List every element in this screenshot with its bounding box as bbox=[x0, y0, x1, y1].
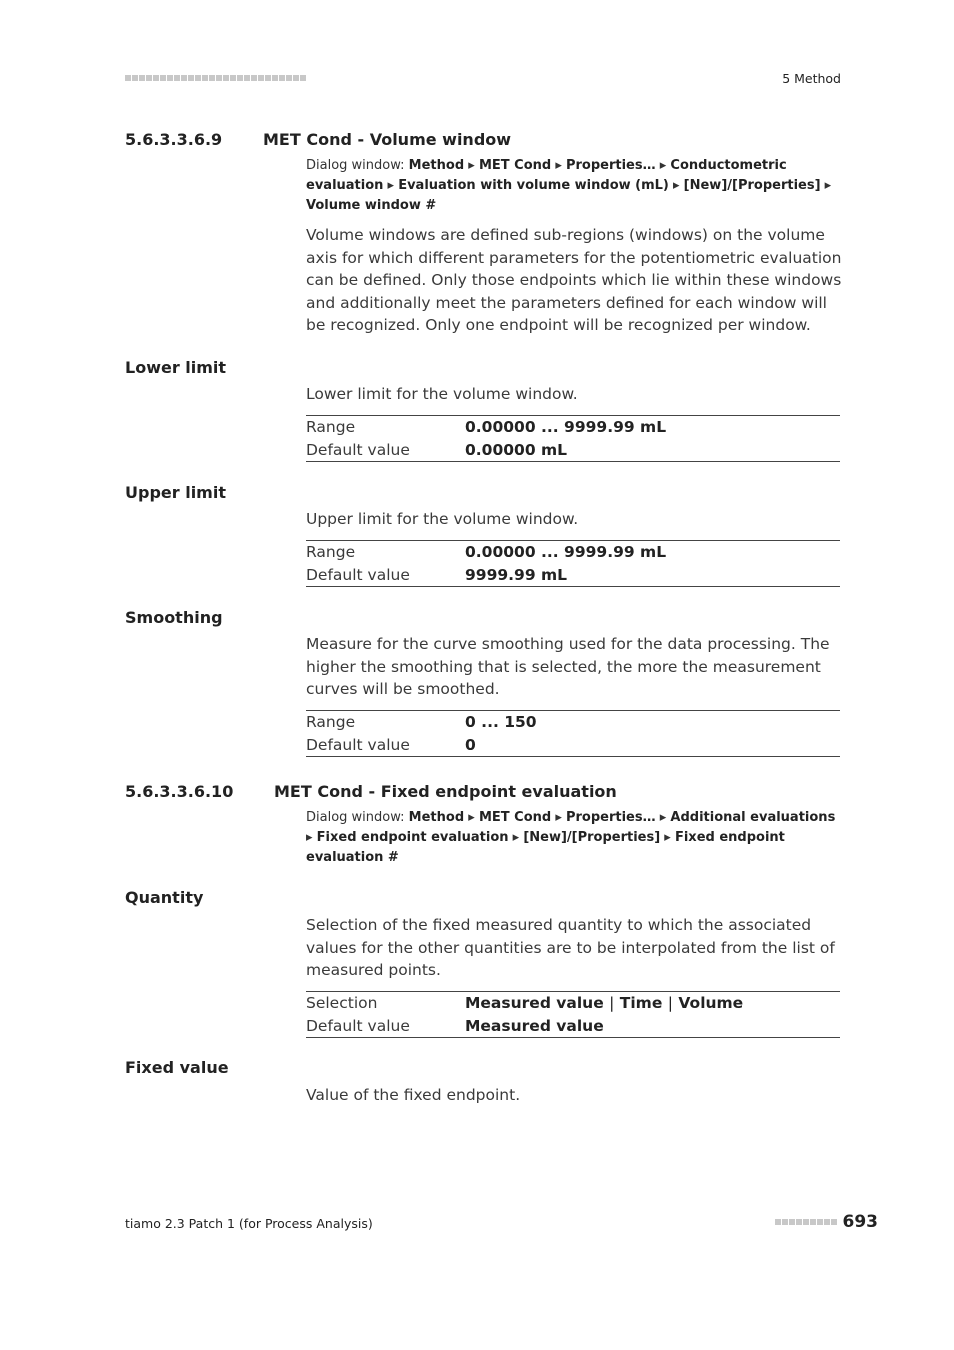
option-volume: Volume bbox=[678, 994, 744, 1013]
dialog-path-item: Method bbox=[408, 158, 465, 173]
option-measured-value: Measured value bbox=[465, 994, 604, 1013]
row-key: Range bbox=[306, 543, 356, 562]
row-value: 9999.99 mL bbox=[465, 565, 568, 584]
path-separator: ▸ bbox=[464, 810, 479, 825]
path-separator: ▸ bbox=[383, 178, 399, 193]
param-label-smoothing: Smoothing bbox=[125, 608, 223, 627]
dialog-path-item: MET Cond bbox=[478, 158, 552, 173]
dialog-path-item: Properties… bbox=[565, 810, 656, 825]
path-separator: ▸ bbox=[660, 830, 675, 845]
row-key: Default value bbox=[306, 565, 410, 584]
dialog-path-item: Evaluation with volume window (mL) bbox=[398, 178, 669, 193]
row-key: Range bbox=[306, 418, 356, 437]
header-decoration bbox=[125, 75, 306, 81]
dialog-path-item: Fixed endpoint evaluation # bbox=[306, 830, 785, 865]
param-desc: Value of the fixed endpoint. bbox=[306, 1086, 521, 1104]
row-key: Range bbox=[306, 713, 356, 732]
dialog-label: Dialog window: bbox=[306, 158, 405, 173]
row-key: Default value bbox=[306, 440, 410, 459]
row-key: Default value bbox=[306, 1016, 410, 1035]
dialog-path-item: Fixed endpoint evaluation bbox=[316, 830, 509, 845]
section-number: 5.6.3.3.6.9 bbox=[125, 130, 223, 149]
dialog-path-item: [New]/[Properties] bbox=[683, 178, 821, 193]
row-value: 0 ... 150 bbox=[465, 713, 537, 732]
param-desc: Measure for the curve smoothing used for the data processing. The higher the smoothing that is selected, the more the measurement curves will be smoothed. bbox=[306, 635, 830, 698]
path-separator: ▸ bbox=[655, 810, 671, 825]
table-row bbox=[306, 564, 840, 587]
dialog-path-item: Properties… bbox=[565, 158, 656, 173]
path-separator: ▸ bbox=[306, 830, 317, 845]
table-row bbox=[306, 711, 840, 734]
dialog-label: Dialog window: bbox=[306, 810, 405, 825]
table-row bbox=[306, 734, 840, 757]
chapter-title: 5 Method bbox=[782, 71, 841, 86]
path-separator: ▸ bbox=[655, 158, 671, 173]
separator: | bbox=[667, 994, 673, 1013]
path-separator: ▸ bbox=[508, 830, 524, 845]
path-separator: ▸ bbox=[668, 178, 684, 193]
param-table-upper-limit bbox=[306, 540, 840, 587]
section-title: MET Cond - Fixed endpoint evaluation bbox=[274, 782, 617, 801]
dialog-path-item: [New]/[Properties] bbox=[523, 830, 661, 845]
param-label-quantity: Quantity bbox=[125, 888, 204, 907]
path-separator: ▸ bbox=[464, 158, 479, 173]
param-label-fixed-value: Fixed value bbox=[125, 1058, 229, 1077]
row-value: 0 bbox=[465, 735, 476, 754]
param-table-quantity bbox=[306, 991, 840, 1038]
path-separator: ▸ bbox=[820, 178, 832, 193]
dialog-path bbox=[306, 808, 840, 868]
footer-decoration bbox=[775, 1219, 837, 1225]
dialog-path-item: Additional evaluations bbox=[670, 810, 836, 825]
footer-page bbox=[775, 1212, 879, 1232]
dialog-path-item: MET Cond bbox=[478, 810, 552, 825]
section-title: MET Cond - Volume window bbox=[263, 130, 512, 149]
section-number: 5.6.3.3.6.10 bbox=[125, 782, 234, 801]
page-number: 693 bbox=[842, 1212, 878, 1232]
table-row bbox=[306, 416, 840, 439]
row-value-selection bbox=[465, 992, 840, 1015]
dialog-path-item: Method bbox=[408, 810, 465, 825]
dialog-path bbox=[306, 156, 840, 216]
footer-product: tiamo 2.3 Patch 1 (for Process Analysis) bbox=[125, 1216, 373, 1231]
param-desc: Selection of the fixed measured quantity to which the associated values for the other quantities are to be interpolated from the list of measured points. bbox=[306, 916, 835, 979]
option-time: Time bbox=[619, 994, 663, 1013]
row-value: 0.00000 ... 9999.99 mL bbox=[465, 543, 667, 562]
param-table-smoothing bbox=[306, 710, 840, 757]
path-separator: ▸ bbox=[551, 158, 566, 173]
path-separator: ▸ bbox=[551, 810, 566, 825]
row-key: Default value bbox=[306, 735, 410, 754]
table-row bbox=[306, 992, 840, 1015]
param-desc: Lower limit for the volume window. bbox=[306, 385, 578, 403]
row-value: 0.00000 mL bbox=[465, 440, 568, 459]
table-row bbox=[306, 1015, 840, 1038]
separator: | bbox=[609, 994, 615, 1013]
param-table-lower-limit bbox=[306, 415, 840, 462]
dialog-path-item: Conductometric evaluation bbox=[306, 158, 787, 193]
dialog-path-item: Volume window # bbox=[306, 198, 437, 213]
row-value: 0.00000 ... 9999.99 mL bbox=[465, 418, 667, 437]
row-value: Measured value bbox=[465, 1016, 604, 1035]
table-row bbox=[306, 439, 840, 462]
param-label-upper-limit: Upper limit bbox=[125, 483, 226, 502]
param-label-lower-limit: Lower limit bbox=[125, 358, 227, 377]
row-key: Selection bbox=[306, 994, 378, 1013]
table-row bbox=[306, 541, 840, 564]
param-desc: Upper limit for the volume window. bbox=[306, 510, 579, 528]
section-intro: Volume windows are defined sub-regions (windows) on the volume axis for which different parameters for the potentiometric evaluation can be defined. Only those endpoints which lie within these windows and additionally meet the parameters defined for each window will be recognized. Only one endpoint will be recognized per window. bbox=[306, 226, 842, 334]
